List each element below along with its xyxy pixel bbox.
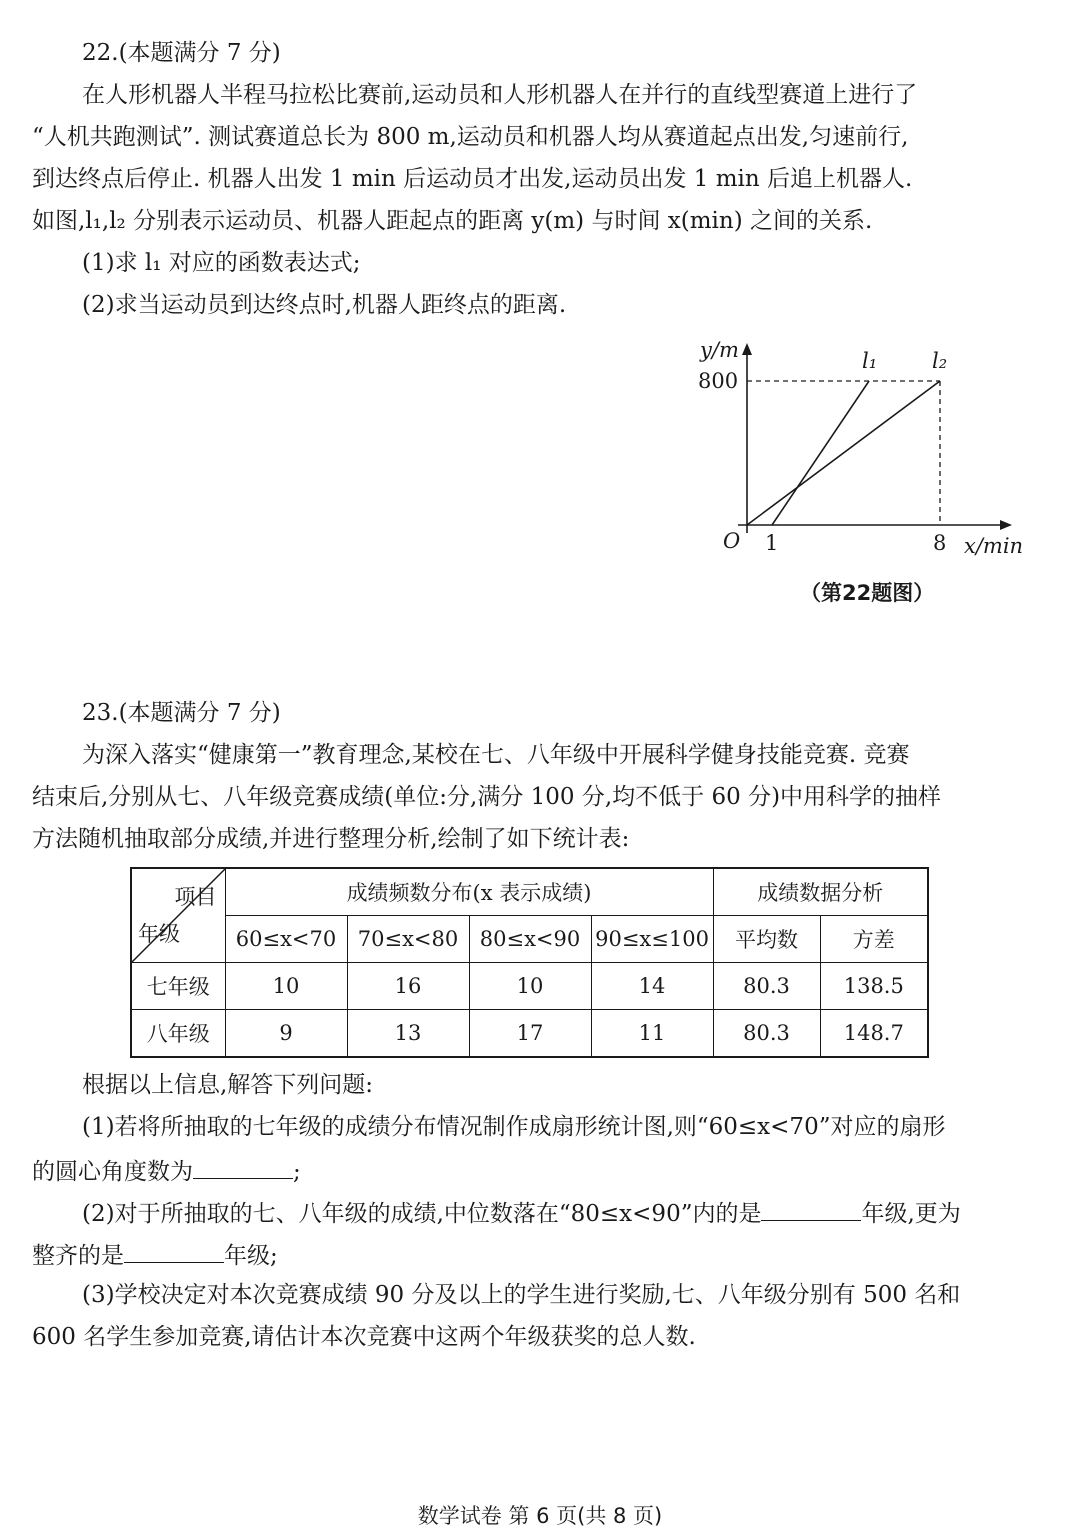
header-range: 70≤x<80 <box>347 916 469 963</box>
header-range: 60≤x<70 <box>225 916 347 963</box>
header-mean: 平均数 <box>713 916 820 963</box>
table-cell: 13 <box>347 1010 469 1058</box>
x-tick-8: 8 <box>933 531 947 555</box>
header-variance: 方差 <box>820 916 928 963</box>
header-range: 90≤x≤100 <box>591 916 713 963</box>
q23-part3-line1: (3)学校决定对本次竞赛成绩 90 分及以上的学生进行奖励,七、八年级分别有 500 名和 <box>82 1282 961 1308</box>
y-tick-800: 800 <box>698 369 739 393</box>
q22-graph-svg <box>690 335 1040 600</box>
table-row <box>131 1010 928 1058</box>
header-frequency-distribution: 成绩频数分布(x 表示成绩) <box>225 868 713 916</box>
q23-part2-text-b: 年级,更为 <box>861 1201 961 1227</box>
table-cell: 10 <box>469 963 591 1010</box>
q23-paragraph-line: 为深入落实“健康第一”教育理念,某校在七、八年级中开展科学健身技能竞赛. 竞赛 <box>82 742 910 768</box>
q22-part2: (2)求当运动员到达终点时,机器人距终点的距离. <box>82 292 567 318</box>
answer-blank[interactable] <box>124 1242 224 1263</box>
q23-part2-text-a: (2)对于所抽取的七、八年级的成绩,中位数落在“80≤x<90”内的是 <box>82 1201 762 1227</box>
table-cell: 16 <box>347 963 469 1010</box>
y-axis-label: y/m <box>700 338 739 362</box>
table-row <box>131 963 928 1010</box>
l1-label: l₁ <box>862 349 878 373</box>
q22-heading: 22.(本题满分 7 分) <box>82 40 281 66</box>
q23-part3-line2: 600 名学生参加竞赛,请估计本次竞赛中这两个年级获奖的总人数. <box>32 1324 696 1350</box>
origin-label: O <box>723 529 741 553</box>
line-l1 <box>772 381 869 525</box>
table-subheader-row <box>131 916 928 963</box>
q23-part2-text-d: 年级; <box>224 1243 278 1269</box>
table-header-row <box>131 868 928 916</box>
answer-blank[interactable] <box>761 1200 861 1221</box>
l2-label: l₂ <box>932 349 948 373</box>
q23-part2-line1 <box>82 1200 961 1226</box>
header-range: 80≤x<90 <box>469 916 591 963</box>
q23-intro: 根据以上信息,解答下列问题: <box>82 1072 374 1098</box>
q23-part1-text: 的圆心角度数为 <box>32 1159 193 1185</box>
table-cell: 9 <box>225 1010 347 1058</box>
table-cell: 17 <box>469 1010 591 1058</box>
q23-statistics-table <box>130 867 929 1058</box>
corner-label-grade: 年级 <box>138 922 180 946</box>
q23-paragraph-line: 方法随机抽取部分成绩,并进行整理分析,绘制了如下统计表: <box>32 826 630 852</box>
q23-part1-line2 <box>32 1158 301 1184</box>
corner-label-item: 项目 <box>174 885 217 909</box>
table-cell: 80.3 <box>713 1010 820 1058</box>
q23-paragraph-line: 结束后,分别从七、八年级竞赛成绩(单位:分,满分 100 分,均不低于 60 分)中用科学的抽样 <box>32 784 942 810</box>
x-axis-label: x/min <box>964 534 1024 558</box>
header-data-analysis: 成绩数据分析 <box>713 868 928 916</box>
q23-part2-line2 <box>32 1242 278 1268</box>
line-l2 <box>747 381 940 525</box>
table-cell: 10 <box>225 963 347 1010</box>
q23-heading: 23.(本题满分 7 分) <box>82 700 281 726</box>
q22-paragraph-line: 在人形机器人半程马拉松比赛前,运动员和人形机器人在并行的直线型赛道上进行了 <box>82 82 918 108</box>
row-grade-label: 七年级 <box>131 963 225 1010</box>
q22-paragraph-line: 如图,l₁,l₂ 分别表示运动员、机器人距起点的距离 y(m) 与时间 x(min) 之间的关系. <box>32 208 873 234</box>
table-cell: 148.7 <box>820 1010 928 1058</box>
x-tick-1: 1 <box>765 531 779 555</box>
y-axis-arrow <box>742 343 752 355</box>
q23-part2-text-c: 整齐的是 <box>32 1243 124 1269</box>
x-axis-arrow <box>1000 520 1012 530</box>
table-cell: 11 <box>591 1010 713 1058</box>
q22-part1: (1)求 l₁ 对应的函数表达式; <box>82 250 361 276</box>
page-footer: 数学试卷 第 6 页(共 8 页) <box>417 1504 663 1528</box>
q23-part1-line1: (1)若将所抽取的七年级的成绩分布情况制作成扇形统计图,则“60≤x<70”对应的扇形 <box>82 1114 946 1140</box>
table-corner-cell <box>131 868 225 963</box>
row-grade-label: 八年级 <box>131 1010 225 1058</box>
q22-paragraph-line: “人机共跑测试”. 测试赛道总长为 800 m,运动员和机器人均从赛道起点出发,匀速前行, <box>32 124 909 150</box>
table-cell: 14 <box>591 963 713 1010</box>
answer-blank[interactable] <box>193 1158 293 1179</box>
q22-figure-caption: （第22题图） <box>800 581 935 605</box>
q23-part1-end: ; <box>293 1159 301 1185</box>
q22-paragraph-line: 到达终点后停止. 机器人出发 1 min 后运动员才出发,运动员出发 1 min 后追上机器人. <box>32 166 913 192</box>
table-cell: 138.5 <box>820 963 928 1010</box>
table-cell: 80.3 <box>713 963 820 1010</box>
q22-graph <box>690 335 1040 600</box>
